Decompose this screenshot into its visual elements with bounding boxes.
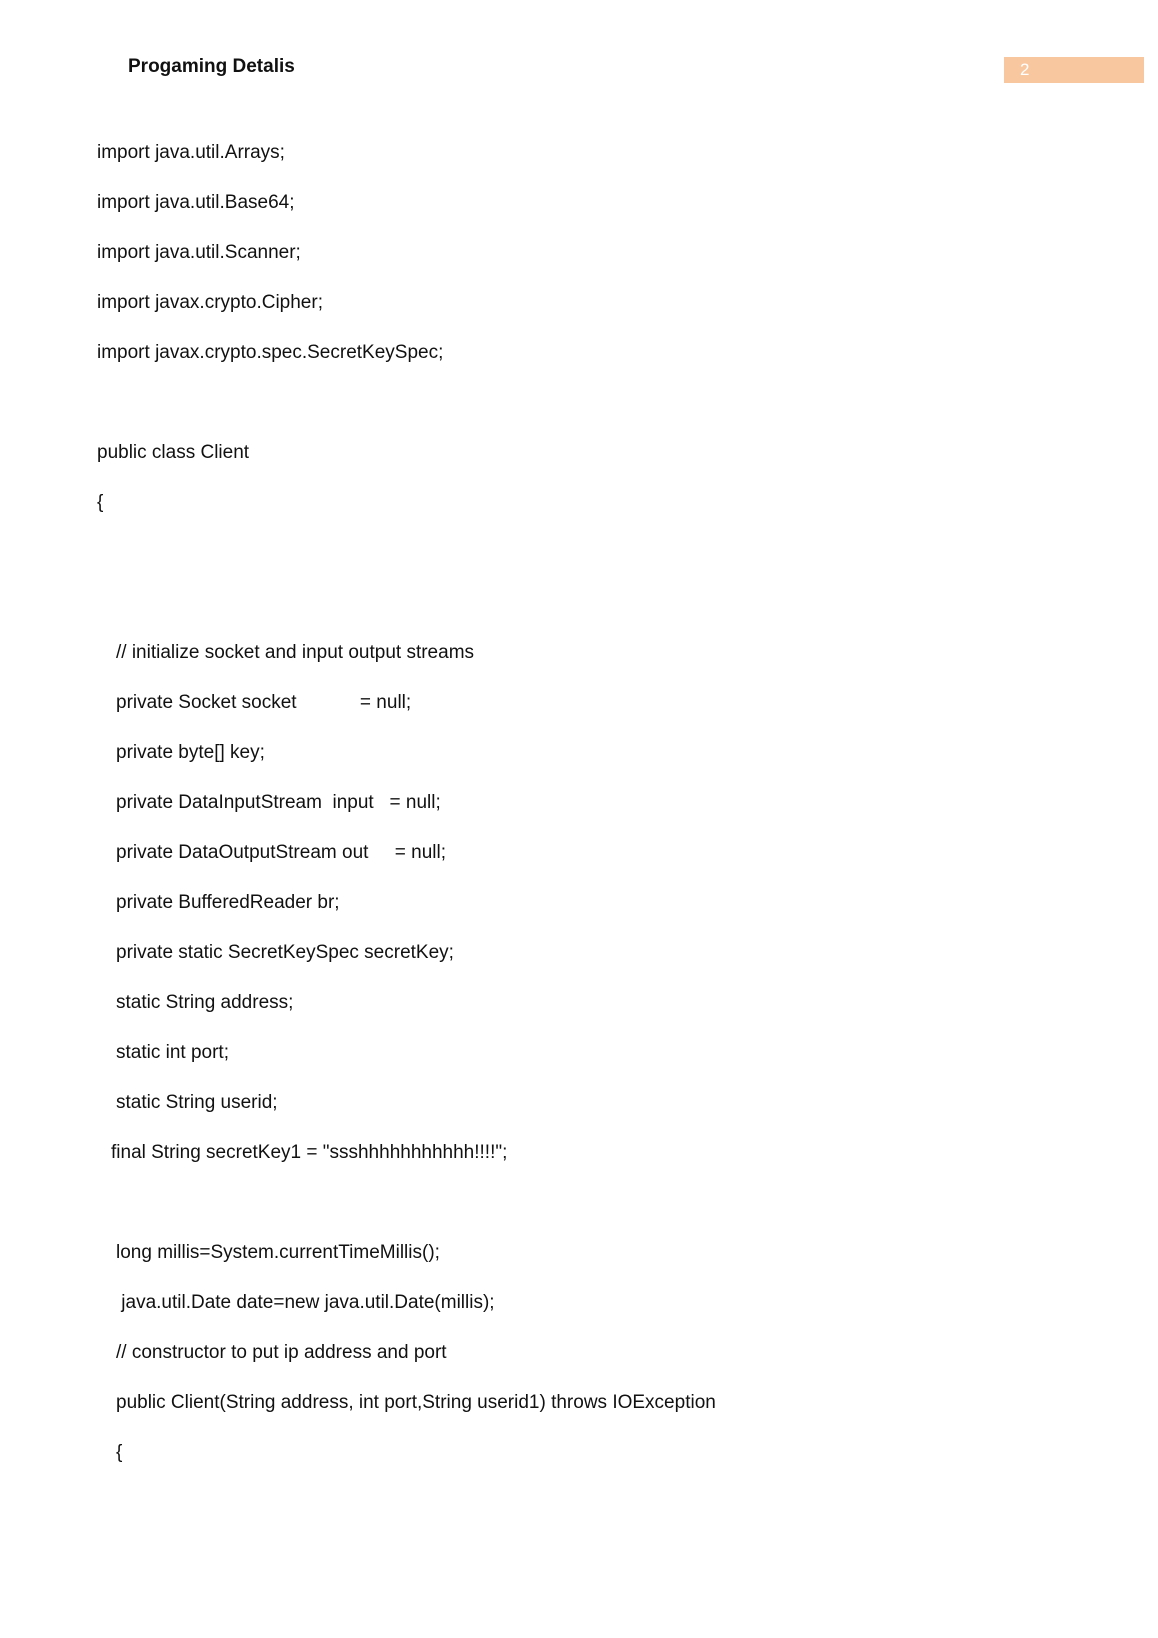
code-line: private byte[] key; xyxy=(116,742,265,763)
code-comment: // initialize socket and input output streams xyxy=(116,642,475,663)
code-line: public Client(String address, int port,String userid1) throws IOException xyxy=(116,1392,716,1413)
code-line: import javax.crypto.Cipher; xyxy=(97,292,323,313)
code-line: public class Client xyxy=(97,442,250,463)
code-line: private DataInputStream input = null; xyxy=(116,792,441,813)
code-line: static String userid; xyxy=(116,1092,278,1113)
code-line: private DataOutputStream out = null; xyxy=(116,842,447,863)
document-title: Progaming Detalis xyxy=(128,56,295,77)
code-line: private Socket socket = null; xyxy=(116,692,412,713)
code-comment: // constructor to put ip address and port xyxy=(116,1342,447,1363)
code-line: private static SecretKeySpec secretKey; xyxy=(116,942,454,963)
page-number-badge: 2 xyxy=(1004,57,1144,83)
code-line: import java.util.Arrays; xyxy=(97,142,285,163)
code-line: java.util.Date date=new java.util.Date(millis); xyxy=(116,1292,495,1313)
code-line: static int port; xyxy=(116,1042,229,1063)
code-line: import java.util.Base64; xyxy=(97,192,295,213)
code-line: static String address; xyxy=(116,992,294,1013)
code-line: { xyxy=(116,1442,123,1463)
code-line: import java.util.Scanner; xyxy=(97,242,301,263)
code-line: final String secretKey1 = "ssshhhhhhhhhhh!!!!"; xyxy=(111,1142,508,1163)
code-line: private BufferedReader br; xyxy=(116,892,340,913)
code-line: long millis=System.currentTimeMillis(); xyxy=(116,1242,440,1263)
code-line: { xyxy=(97,492,104,513)
code-line: import javax.crypto.spec.SecretKeySpec; xyxy=(97,342,444,363)
